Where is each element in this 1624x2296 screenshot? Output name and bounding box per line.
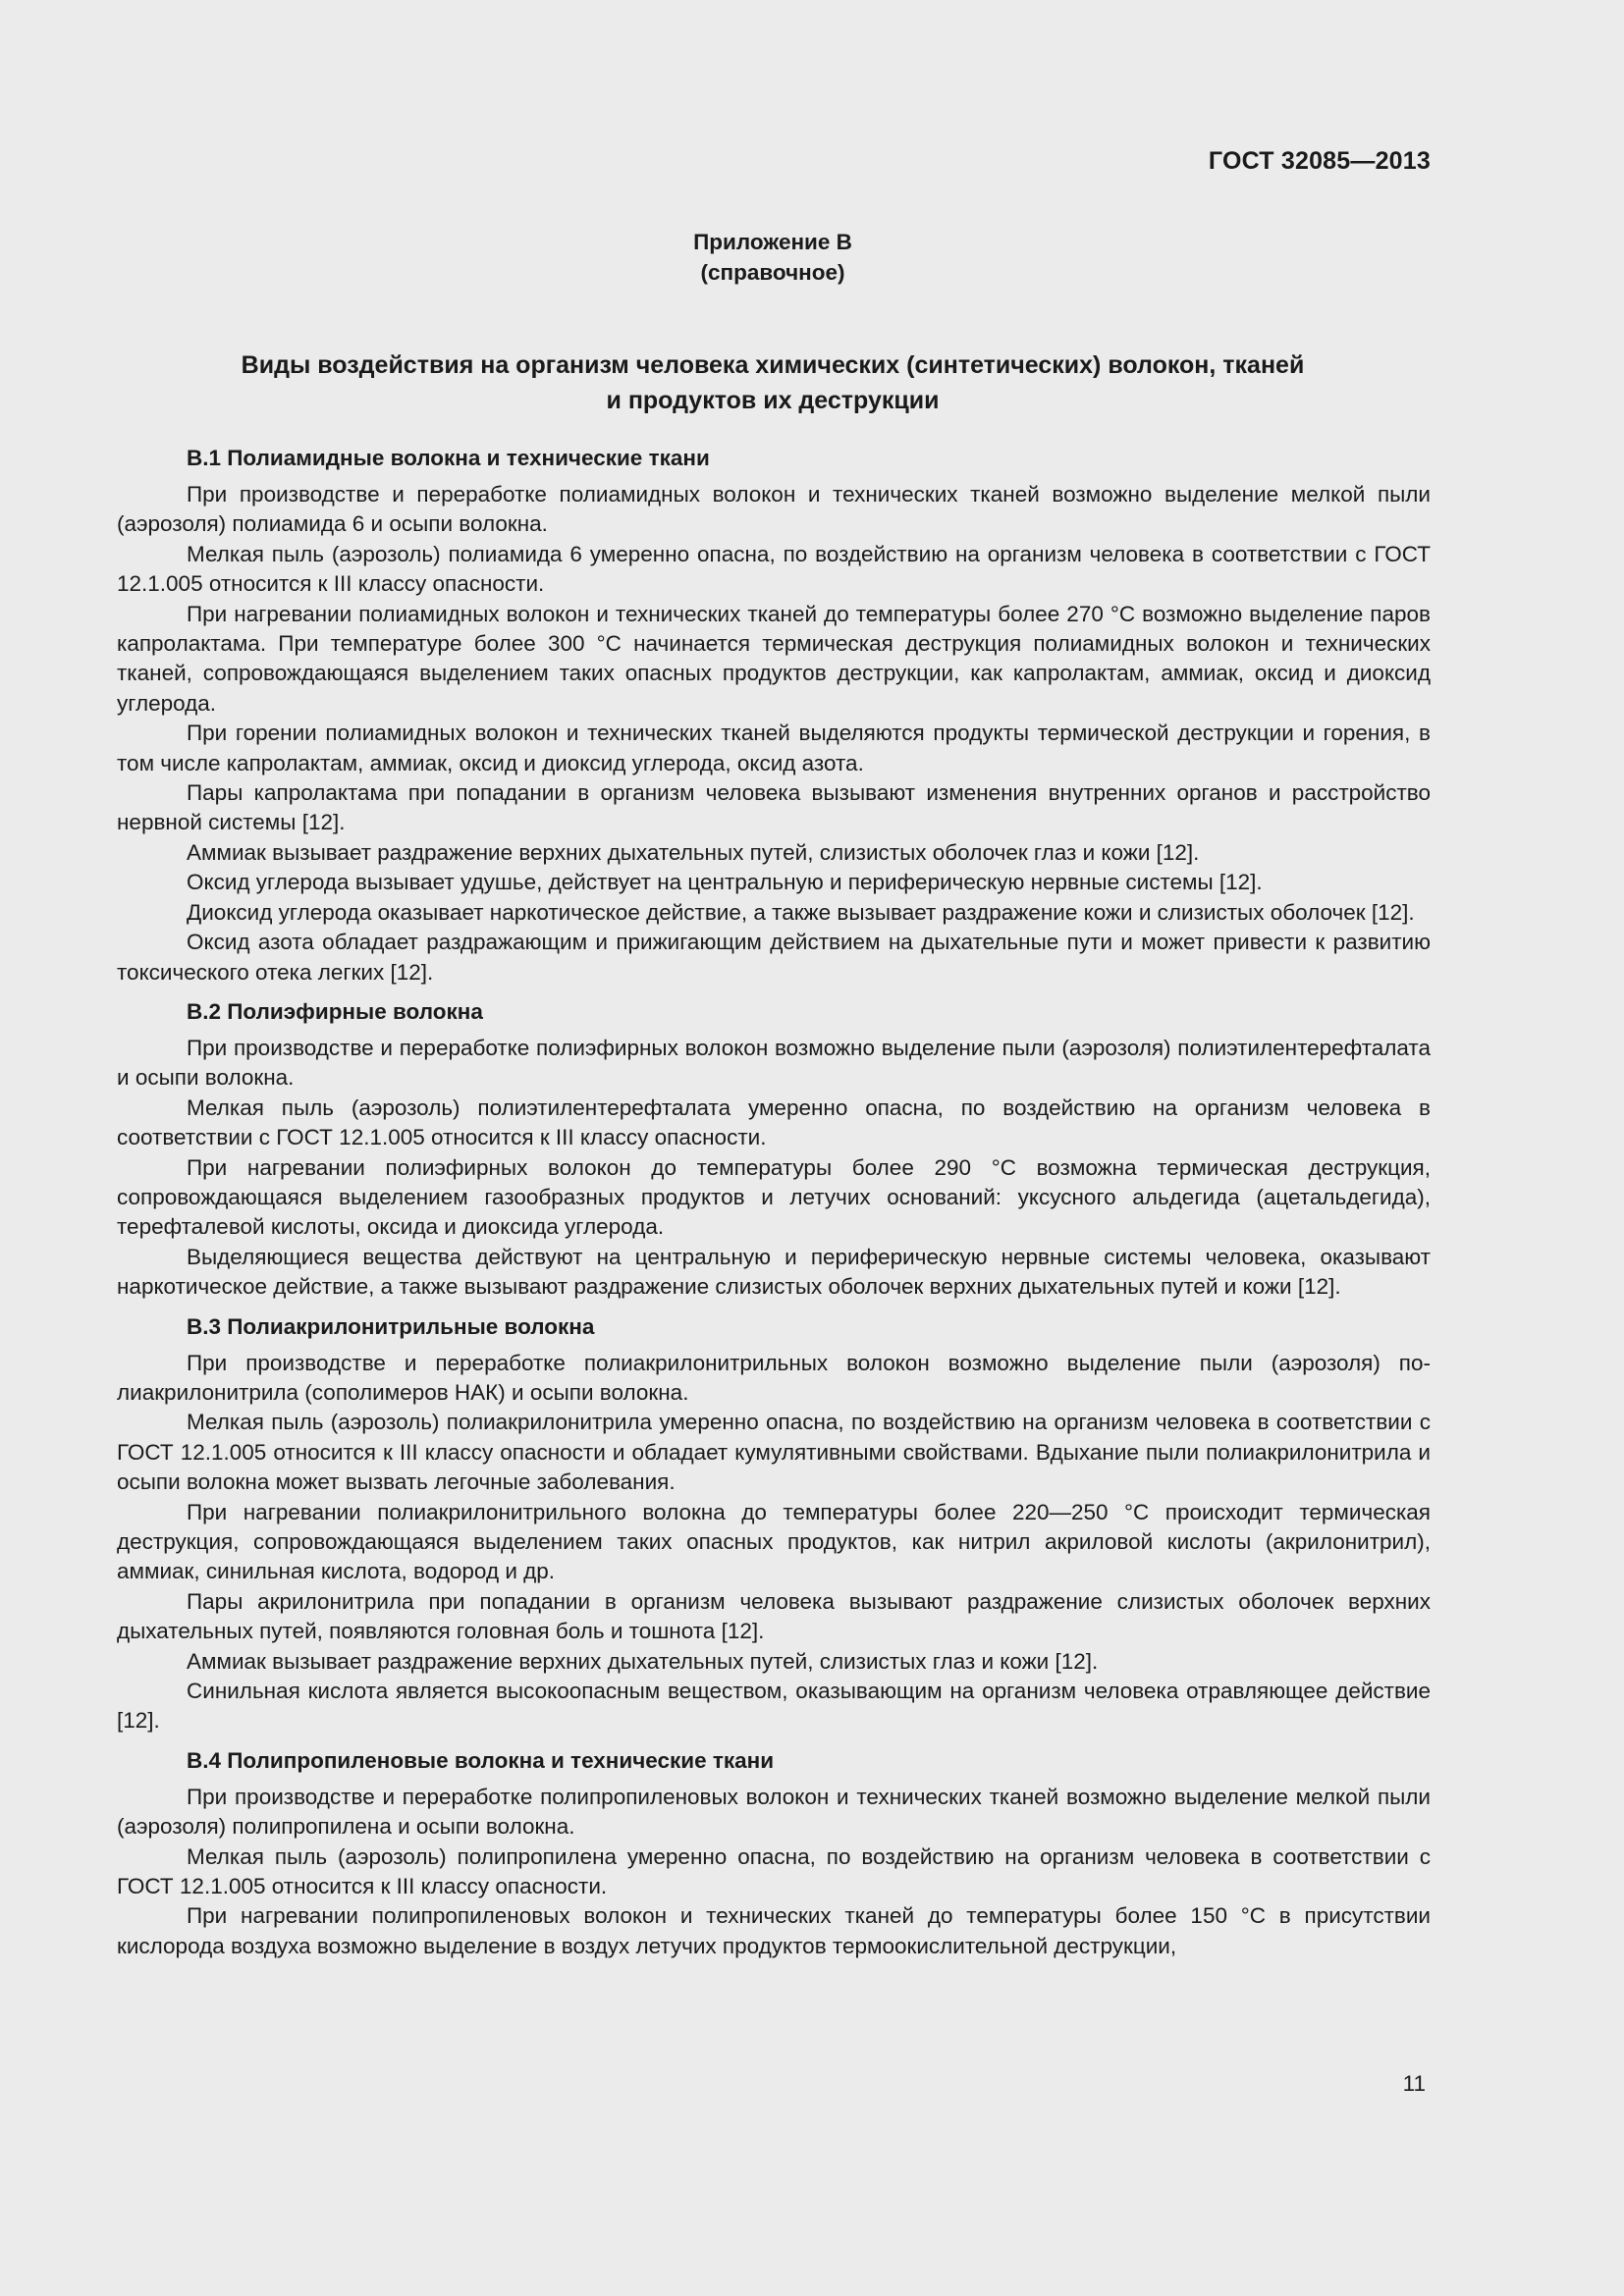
paragraph: Пары акрилонитрила при попадании в организм человека вызывают раздражение слизистых оболочек верхних дыхательных путей, появляются головная боль и тошнота [12]. [117,1588,1431,1644]
paragraph: Оксид азота обладает раздражающим и прижигающим действием на дыхательные пути и может привести к развитию токсического отека легких [12]. [117,930,1431,985]
paragraph: Мелкая пыль (аэрозоль) полиэтилентерефталата умеренно опасна, по воздействию на организм человека в соответствии с ГОСТ 12.1.005 относится к III классу опасности. [117,1095,1431,1150]
section-v2 [117,997,1431,1303]
paragraph: Мелкая пыль (аэрозоль) полипропилена умеренно опасна, по воздействию на организм человека в соответствии с ГОСТ 12.1.005 относится к III классу опасности. [117,1843,1431,1899]
paragraph: При производстве и переработке полиамидных волокон и технических тканей возможно выделение мелкой пыли (аэрозоля) полиамида 6 и осыпи волокна. [117,482,1431,537]
document-title-line-1: Виды воздействия на организм человека химических (синтетических) волокон, тканей [241,351,1305,379]
paragraph: Мелкая пыль (аэрозоль) полиакрилонитрила умеренно опасна, по воздействию на организм человека в соответствии с ГОСТ 12.1.005 относится к III классу опасности и обладает кумулятивными свойствами. Вдыхание пыли полиакрилонитрила и осыпи волокна может вызвать легочные заболевания. [117,1410,1431,1495]
document-title [118,347,1428,418]
section-v4 [117,1746,1431,1961]
document-code: ГОСТ 32085—2013 [1208,147,1431,175]
paragraph: При нагревании полиамидных волокон и технических тканей до температуры более 270 °С возможно выделение паров капролактама. При температуре более 300 °С начинается термическая деструкция полиамидных волокон и технических тканей, сопровождающаяся выделением таких опасных продуктов деструкции, как капролактам, аммиак, оксид и диоксид углерода. [117,601,1431,716]
section-heading: В.4 Полипропиленовые волокна и технические ткани [187,1747,775,1773]
appendix-note: (справочное) [700,260,845,285]
paragraph: При производстве и переработке полиакрилонитрильных волокон возможно выделение пыли (аэрозоля) полиакрилонитрила (сополимеров НАК) и осыпи волокна. [117,1350,1431,1405]
page-number: 11 [1402,2071,1426,2096]
section-heading: В.3 Полиакрилонитрильные волокна [187,1313,595,1339]
paragraph: При нагревании полипропиленовых волокон и технических тканей до температуры более 150 °С в присутствии кислорода воздуха возможно выделение в воздух летучих продуктов термоокислительной деструкции, [117,1903,1431,1958]
paragraph: Синильная кислота является высокоопасным веществом, оказывающим на организм человека отравляющее действие [12]. [117,1679,1431,1734]
document-body [117,444,1431,1971]
paragraph: При нагревании полиэфирных волокон до температуры более 290 °С возможна термическая деструкция, сопровождающаяся выделением газообразных продуктов и летучих оснований: уксусного альдегида (ацетальдегида), терефталевой кислоты, оксида и диоксида углерода. [117,1154,1431,1240]
paragraph: При горении полиамидных волокон и технических тканей выделяются продукты термической деструкции и горения, в том числе капролактам, аммиак, оксид и диоксид углерода, оксид азота. [117,721,1431,775]
paragraph: Пары капролактама при попадании в организм человека вызывают изменения внутренних органов и расстройство нервной системы [12]. [117,780,1431,835]
paragraph: Аммиак вызывает раздражение верхних дыхательных путей, слизистых глаз и кожи [12]. [187,1648,1099,1674]
paragraph: При производстве и переработке полиэфирных волокон возможно выделение пыли (аэрозоля) полиэтилентерефталата и осыпи волокна. [117,1035,1431,1091]
section-heading: В.1 Полиамидные волокна и технические ткани [187,446,710,470]
paragraph: Диоксид углерода оказывает наркотическое действие, а также вызывает раздражение кожи и слизистых оболочек [12]. [187,899,1415,925]
paragraph: При производстве и переработке полипропиленовых волокон и технических тканей возможно выделение мелкой пыли (аэрозоля) полипропилена и осыпи волокна. [117,1784,1431,1840]
paragraph: Оксид углерода вызывает удушье, действует на центральную и периферическую нервные системы [12]. [187,870,1263,895]
appendix-title: Приложение В [693,230,852,254]
document-title-line-2: и продуктов их деструкции [606,387,940,414]
paragraph: Выделяющиеся вещества действуют на центральную и периферическую нервные системы человека, оказывают наркотическое действие, а также вызывают раздражение слизистых оболочек верхних дыхательных путей и кожи [12]. [117,1244,1431,1300]
section-v1 [117,444,1431,988]
section-heading: В.2 Полиэфирные волокна [187,998,483,1024]
paragraph: Аммиак вызывает раздражение верхних дыхательных путей, слизистых оболочек глаз и кожи [12]. [187,839,1200,865]
appendix-heading [0,227,1545,288]
section-v3 [117,1312,1431,1736]
paragraph: При нагревании полиакрилонитрильного волокна до температуры более 220—250 °С происходит термическая деструкция, сопровождающаяся выделением таких опасных продуктов, как нитрил акриловой кислоты (акрилонитрил), аммиак, синильная кислота, водород и др. [117,1499,1431,1584]
paragraph: Мелкая пыль (аэрозоль) полиамида 6 умеренно опасна, по воздействию на организм человека в соответствии с ГОСТ 12.1.005 относится к III классу опасности. [117,541,1431,597]
